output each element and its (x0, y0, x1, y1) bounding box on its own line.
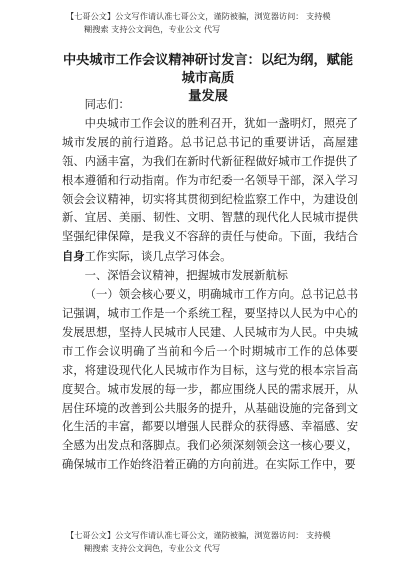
footer-line-2: 糊搜索 支持公文润色，专业公文 代写 (84, 543, 221, 553)
section-heading-1: 一、深悟会议精神，把握城市发展新航标 (84, 269, 288, 283)
title-line-1: 中央城市工作会议精神研讨发言：以纪为纲，赋能城市高质 (62, 53, 354, 86)
paragraph-intro-text-a: 中央城市工作会议的胜利召开，犹如一盏明灯，照亮了城市发展的前行道路。总书记总书记的重要讲话，高屋建瓴、内涵丰富，为我们在新时代新征程做好城市工作提供了根本遵循和行动指南。作为市纪委一名领导干部，深入学习领会会议精神，切实将其贯彻到纪检监察工作中，为建设创新、宜居、美丽、韧性、文明、智慧的现代化人民城市提供坚强纪律保障，是我义不容辞的责任与使命。下面，我结合 (62, 116, 358, 244)
paragraph-section-1-1: （一）领会核心要义，明确城市工作方向。总书记总书记强调，城市工作是一个系统工程，要坚持以人民为中心的发展思想，坚持人民城市人民建、人民城市为人民。中央城市工作会议明确了当前和今后一个时期城市工作的总体要求，将建设现代化人民城市作为目标，这与党的根本宗旨高度契合。城市发展的每一步，都应围绕人民的需求展开，从居住环境的改善到公共服务的提升，从基础设施的完备到文化生活的丰富，都要以增强人民群众的获得感、幸福感、安全感为出发点和落脚点。我们必须深刻领会这一核心要义，确保城市工作始终沿着正确的方向前进。在实际工作中，要 (62, 288, 358, 472)
salutation: 同志们： (84, 98, 130, 111)
page-header (66, 10, 356, 36)
footer-line-1: 【七哥公文】公文写作请认准七哥公文，谨防被骗，浏览器访问： 支持模 (66, 530, 331, 540)
page-footer (66, 529, 356, 555)
paragraph-intro-bold: 自身 (62, 249, 85, 264)
document-body (62, 96, 358, 475)
header-line-2: 糊搜索 支持公文润色，专业公文 代写 (84, 24, 221, 34)
paragraph-intro-text-b: 工作实际，谈几点学习体会。 (84, 250, 232, 264)
header-line-1: 【七哥公文】公文写作请认准七哥公文，谨防被骗，浏览器访问： 支持模 (66, 11, 331, 21)
paragraph-intro (62, 115, 358, 267)
title-line-2: 量发展 (188, 89, 228, 104)
